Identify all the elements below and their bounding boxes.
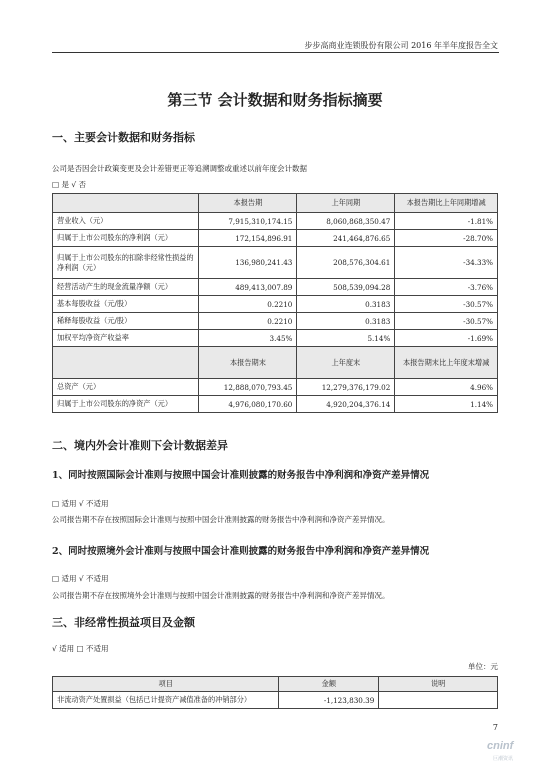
row-label: 经营活动产生的现金流量净额（元）: [53, 279, 199, 296]
table-row: [53, 379, 498, 396]
cell-change: -30.57%: [395, 313, 498, 330]
cell-current: 136,980,241.43: [199, 247, 297, 279]
cell-current: 3.45%: [199, 330, 297, 347]
cell-change: -1.81%: [395, 213, 498, 230]
table-row: [53, 230, 498, 247]
page-number: 7: [492, 723, 498, 732]
part2-heading: 二、境内外会计准则下会计数据差异: [52, 439, 228, 452]
cninfo-logo: [487, 738, 537, 768]
header-cell: 本报告期比上年同期增减: [395, 194, 498, 213]
table-row: [53, 330, 498, 347]
header-cell: 上年度末: [297, 347, 395, 379]
cell-current: 7,915,310,174.15: [199, 213, 297, 230]
header-cell: 金额: [279, 677, 379, 692]
cell-change: -30.57%: [395, 296, 498, 313]
cell-amount: -1,123,830.39: [279, 692, 379, 709]
row-label: 归属于上市公司股东的净利润（元）: [53, 230, 199, 247]
header-cell: 本报告期: [199, 194, 297, 213]
cell-prior: 0.3183: [297, 313, 395, 330]
cell-current: 0.2210: [199, 296, 297, 313]
cell-prior: 8,060,868,350.47: [297, 213, 395, 230]
table-row: [53, 247, 498, 279]
header-cell: 上年同期: [297, 194, 395, 213]
part3-check: √ 适用 □ 不适用: [52, 644, 109, 653]
cell-change: -1.69%: [395, 330, 498, 347]
part2-sub2-heading: 2、同时按照境外会计准则与按照中国会计准则披露的财务报告中净利润和净资产差异情况: [52, 546, 430, 557]
row-label: 归属于上市公司股东的扣除非经常性损益的净利润（元）: [53, 247, 199, 279]
section-title: 第三节 会计数据和财务指标摘要: [167, 91, 383, 109]
cell-prior: 208,576,304.61: [297, 247, 395, 279]
row-label: 基本每股收益（元/股）: [53, 296, 199, 313]
table-row: [53, 313, 498, 330]
cell-change: -3.76%: [395, 279, 498, 296]
cell-prior: 0.3183: [297, 296, 395, 313]
cell-prior: 508,539,094.28: [297, 279, 395, 296]
row-label: 加权平均净资产收益率: [53, 330, 199, 347]
cell-prior: 12,279,376,179.02: [297, 379, 395, 396]
cell-current: 4,976,080,170.60: [199, 396, 297, 413]
logo-subtext: 巨潮资讯: [493, 756, 514, 762]
part2-sub1-heading: 1、同时按照国际会计准则与按照中国会计准则披露的财务报告中净利润和净资产差异情况: [52, 470, 430, 481]
header-cell: 本报告期末: [199, 347, 297, 379]
logo-text: cninf: [487, 740, 514, 752]
key-metrics-table: [52, 193, 498, 413]
table-row: [53, 279, 498, 296]
cell-current: 0.2210: [199, 313, 297, 330]
cell-current: 489,413,007.89: [199, 279, 297, 296]
cell-change: 4.96%: [395, 379, 498, 396]
cell-change: -34.33%: [395, 247, 498, 279]
cell-current: 12,888,070,793.45: [199, 379, 297, 396]
table-row: [53, 396, 498, 413]
part1-heading: 一、主要会计数据和财务指标: [52, 131, 195, 144]
non-recurring-items-table: [52, 676, 498, 709]
part2-sub1-text: 公司报告期不存在按照国际会计准则与按照中国会计准则披露的财务报告中净利润和净资产差异情况。: [52, 515, 390, 524]
cell-change: -28.70%: [395, 230, 498, 247]
row-label: 总资产（元）: [53, 379, 199, 396]
row-label: 非流动资产处置损益（包括已计提资产减值准备的冲销部分）: [53, 692, 279, 709]
cell-prior: 4,920,204,376.14: [297, 396, 395, 413]
table-row: [53, 296, 498, 313]
part2-sub2-check: □ 适用 √ 不适用: [52, 574, 109, 583]
cell-current: 172,154,896.91: [199, 230, 297, 247]
unit-label: 单位：元: [468, 662, 498, 671]
restatement-question: 公司是否因会计政策变更及会计差错更正等追溯调整或重述以前年度会计数据: [52, 164, 307, 173]
cell-prior: 241,464,876.65: [297, 230, 395, 247]
cell-change: 1.14%: [395, 396, 498, 413]
running-header: 步步高商业连锁股份有限公司 2016 年半年度报告全文: [304, 41, 498, 50]
header-rule: [52, 52, 499, 53]
part2-sub2-text: 公司报告期不存在按照境外会计准则与按照中国会计准则披露的财务报告中净利润和净资产差异情况。: [52, 591, 390, 600]
header-cell: 项目: [53, 677, 279, 692]
header-cell: 本报告期末比上年度末增减: [395, 347, 498, 379]
header-cell: 说明: [379, 677, 498, 692]
cell-prior: 5.14%: [297, 330, 395, 347]
table-row: [53, 213, 498, 230]
header-cell: [53, 194, 199, 213]
row-label: 稀释每股收益（元/股）: [53, 313, 199, 330]
part2-sub1-check: □ 适用 √ 不适用: [52, 499, 109, 508]
restatement-answer: □ 是 √ 否: [52, 180, 87, 189]
header-cell: [53, 347, 199, 379]
table-row: [53, 692, 498, 709]
cell-note: [379, 692, 498, 709]
part3-heading: 三、非经常性损益项目及金额: [52, 616, 195, 629]
row-label: 营业收入（元）: [53, 213, 199, 230]
row-label: 归属于上市公司股东的净资产（元）: [53, 396, 199, 413]
